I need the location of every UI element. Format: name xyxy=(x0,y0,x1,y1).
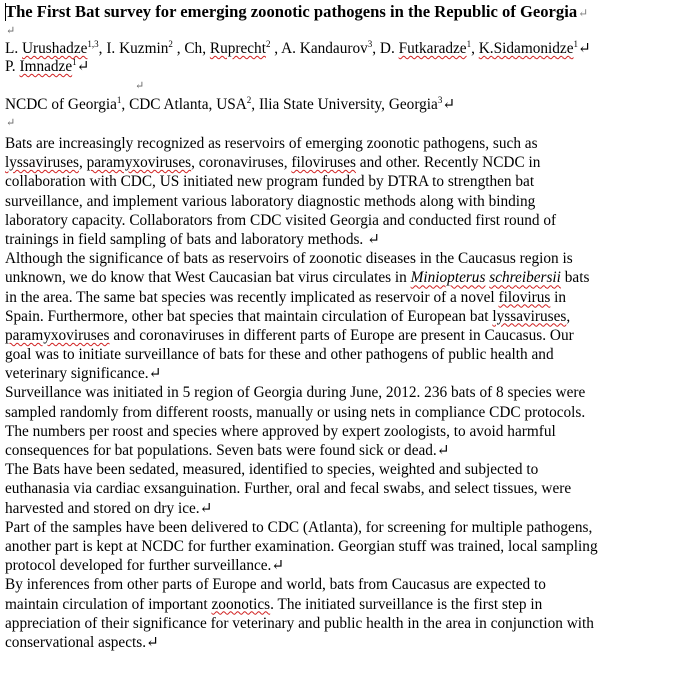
separator: , xyxy=(98,40,107,57)
paragraph-mark: ↵ xyxy=(76,58,90,75)
separator: , xyxy=(270,40,282,57)
text-line: conservational aspects.↵ xyxy=(5,633,159,651)
superscript: 1 xyxy=(466,38,472,49)
abstract-body[interactable] xyxy=(5,134,695,652)
separator: , xyxy=(251,96,259,113)
text-line: Although the significance of bats as reservoirs of zoonotic diseases in the Caucasus region is xyxy=(5,250,573,268)
text-line: consequences for bat populations. Seven bats were found sick or dead.↵ xyxy=(5,442,450,459)
spelling-flag: Urushadze xyxy=(22,40,88,57)
empty-paragraph-mark: ↵ xyxy=(6,25,16,37)
author-name: Ilia State University, Georgia xyxy=(258,96,438,113)
text-line: paramyxoviruses and coronaviruses in different parts of Europe are present in Caucasus. Our xyxy=(5,326,574,344)
separator: , xyxy=(372,40,380,57)
author-name: CDC Atlanta, USA xyxy=(129,96,247,113)
superscript: 2 xyxy=(246,94,252,105)
text-line: harvested and stored on dry ice.↵ xyxy=(5,499,213,517)
text-line: surveillance, and implement various laboratory diagnostic methods along with binding xyxy=(5,192,536,210)
superscript: 1,3 xyxy=(87,38,99,49)
spelling-flag: Futkaradze xyxy=(398,40,467,57)
superscript: 1 xyxy=(116,94,122,105)
paragraph xyxy=(5,518,695,576)
paragraph xyxy=(5,575,695,652)
superscript: 2 xyxy=(168,38,173,49)
text-line: laboratory capacity. Collaborators from CDC visited Georgia and conducted first round of xyxy=(5,211,557,229)
text-line: goal was to initiate surveillance of bats for these and other pathogens of public health and xyxy=(5,346,554,364)
text-line: Bats are increasingly recognized as reservoirs of emerging zoonotic pathogens, such as xyxy=(5,135,538,152)
text-line: in the area. The same bat species was recently implicated as reservoir of a novel filovirus in xyxy=(5,288,567,306)
title-text: The First Bat survey for emerging zoonotic pathogens in the Republic of Georgia xyxy=(5,2,578,21)
superscript: 1 xyxy=(573,38,578,49)
spelling-flag: lyssaviruses xyxy=(492,307,567,325)
author-name: A. Kandaurov xyxy=(281,40,368,57)
separator: , xyxy=(172,40,185,57)
paragraph xyxy=(5,249,695,383)
spelling-flag: lyssaviruses xyxy=(5,154,79,172)
superscript: 2 xyxy=(265,38,271,49)
empty-paragraph-mark: ↵ xyxy=(135,80,145,92)
spelling-flag: filoviruses xyxy=(291,154,356,172)
separator: , xyxy=(471,40,479,57)
spelling-flag: filovirus xyxy=(498,288,551,306)
text-line: lyssaviruses, paramyxoviruses, coronaviruses, filoviruses and other. Recently NCDC in xyxy=(5,154,541,172)
spelling-flag: Imnadze xyxy=(19,58,73,75)
text-line: protocol developed for further surveillance.↵ xyxy=(5,557,285,575)
spelling-flag: paramyxoviruses xyxy=(86,154,192,172)
paragraph xyxy=(5,383,695,460)
spelling-flag: Miniopterus xyxy=(410,269,486,287)
author-name: L. Urushadze xyxy=(5,40,88,57)
superscript: 3 xyxy=(437,94,443,105)
authors-line-1[interactable] xyxy=(5,40,591,58)
text-line: collaboration with CDC, US initiated new program funded by DTRA to strengthen bat xyxy=(5,173,535,191)
paragraph xyxy=(5,134,695,249)
text-line: maintain circulation of important zoonotics. The initiated surveillance is the first step in xyxy=(5,595,543,613)
text-line: By inferences from other parts of Europe and world, bats from Caucasus are expected to xyxy=(5,576,546,594)
paragraph xyxy=(5,460,695,518)
spelling-flag: K.Sidamonidze xyxy=(478,40,574,57)
empty-paragraph-mark: ↵ xyxy=(6,117,16,129)
author-name: P. Imnadze xyxy=(5,58,73,75)
text-line: appreciation of their significance for veterinary and public health in the area in conjunction with xyxy=(5,614,594,632)
text-line: another part is kept at NCDC for further examination. Georgian stuff was trained, local sampling xyxy=(5,537,598,555)
text-line: sampled randomly from different roosts, manually or using nets in compliance CDC protocols. xyxy=(5,403,586,421)
paragraph-mark: ↵ xyxy=(442,96,456,113)
author-name: D. Futkaradze xyxy=(379,40,467,57)
text-line: The numbers per roost and species where approved by expert zoologists, to avoid harmful xyxy=(5,422,556,440)
spelling-flag: paramyxoviruses xyxy=(5,326,110,344)
paper-title[interactable] xyxy=(5,2,588,22)
superscript: 3 xyxy=(367,38,373,49)
separator: , xyxy=(121,96,130,113)
text-line: The Bats have been sedated, measured, identified to species, weighted and subjected to xyxy=(5,461,539,479)
author-name: NCDC of Georgia xyxy=(5,96,117,113)
spelling-flag: Ruprecht xyxy=(209,40,266,57)
text-line: euthanasia via cardiac exsanguination. Further, oral and fecal swabs, and select tissues, were xyxy=(5,480,572,498)
text-line: trainings in field sampling of bats and laboratory methods. ↵ xyxy=(5,230,380,248)
paragraph-mark: ↵ xyxy=(578,40,591,57)
superscript: 1 xyxy=(72,56,77,67)
text-line: Part of the samples have been delivered to CDC (Atlanta), for screening for multiple pathogens, xyxy=(5,518,593,536)
spelling-flag: zoonotics xyxy=(211,595,271,613)
author-name: Ch, Ruprecht xyxy=(184,40,266,57)
text-line: Spain. Furthermore, other bat species that maintain circulation of European bat lyssaviruses, xyxy=(5,307,571,325)
author-name xyxy=(479,40,574,57)
text-line: unknown, we do know that West Caucasian bat virus circulates in Miniopterus schreibersii bats xyxy=(5,269,590,287)
text-line: veterinary significance.↵ xyxy=(5,365,162,383)
spelling-flag: schreibersii xyxy=(489,269,561,287)
author-name: I. Kuzmin xyxy=(106,40,169,57)
authors-line-2[interactable] xyxy=(5,58,89,76)
paragraph-mark: ↵ xyxy=(578,6,589,20)
affiliations-line[interactable] xyxy=(5,96,455,114)
text-line: Surveillance was initiated in 5 region of Georgia during June, 2012. 236 bats of 8 species were xyxy=(5,384,586,402)
